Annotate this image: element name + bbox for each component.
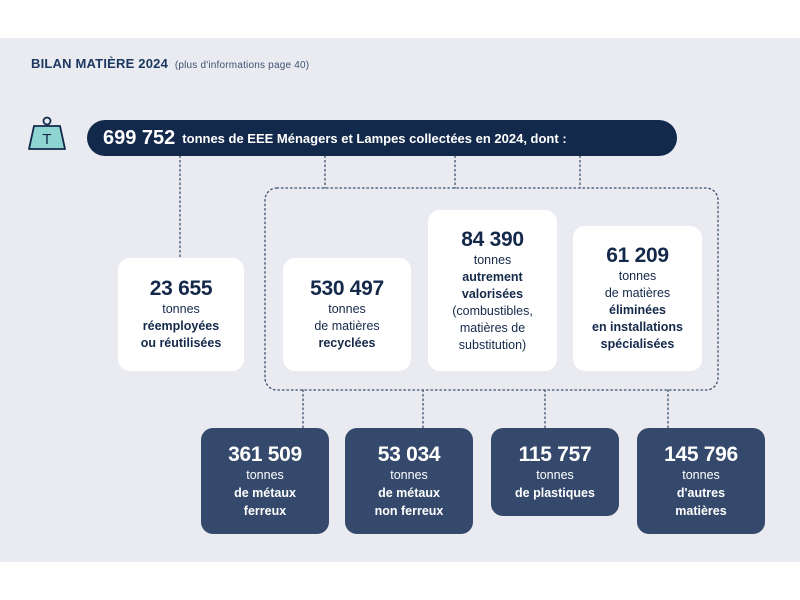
weight-icon: [27, 116, 67, 152]
title-note: (plus d'informations page 40): [174, 60, 310, 71]
card-unit: tonnes: [162, 302, 200, 316]
card-desc: valorisées: [461, 286, 524, 301]
card-desc: de métaux: [378, 485, 440, 500]
card-desc: de plastiques: [515, 485, 595, 500]
card-desc: en installations: [592, 320, 683, 334]
card-other-recovery: [428, 210, 557, 371]
card-unit: tonnes: [618, 269, 657, 283]
card-value: 361 509: [228, 442, 302, 466]
card-unit: de matières: [314, 319, 380, 333]
card-note: (combustibles,: [452, 303, 533, 318]
total-collected-pill: [87, 120, 677, 156]
card-nonferrous-metals: [345, 428, 473, 534]
card-reuse: [118, 258, 244, 371]
card-value: 84 390: [461, 227, 524, 251]
card-eliminated: [573, 226, 702, 371]
card-plastics: [491, 428, 619, 516]
card-unit: de matières: [604, 286, 671, 300]
card-desc: de métaux: [234, 485, 296, 500]
card-value: 145 796: [664, 442, 738, 466]
card-unit: tonnes: [246, 467, 284, 482]
card-value: 115 757: [518, 442, 592, 466]
card-unit: tonnes: [682, 467, 720, 482]
card-desc: ferreux: [243, 503, 287, 518]
title-main: BILAN MATIÈRE 2024: [31, 56, 168, 71]
card-value: 23 655: [149, 277, 213, 300]
card-unit: tonnes: [328, 302, 366, 316]
card-recycled: [283, 258, 411, 371]
card-other-materials: [637, 428, 765, 534]
card-value: 61 209: [606, 244, 669, 267]
card-desc: réemployées: [142, 319, 220, 333]
card-desc: spécialisées: [600, 337, 675, 351]
card-value: 530 497: [310, 277, 384, 300]
svg-text:T: T: [42, 131, 52, 148]
card-desc: ou réutilisées: [140, 336, 222, 350]
card-desc: non ferreux: [374, 503, 444, 518]
card-desc: autrement: [462, 269, 523, 284]
card-desc: éliminées: [609, 303, 666, 317]
card-note: substitution): [458, 337, 527, 352]
total-collected-value: 699 752: [103, 126, 176, 149]
card-desc: d'autres: [676, 485, 726, 500]
card-unit: tonnes: [473, 252, 512, 267]
card-note: matières de: [459, 320, 526, 335]
card-desc: recyclées: [318, 336, 376, 350]
card-value: 53 034: [377, 442, 441, 466]
card-unit: tonnes: [390, 467, 428, 482]
total-collected-label: tonnes de EEE Ménagers et Lampes collectées en 2024, dont :: [182, 130, 567, 146]
card-unit: tonnes: [536, 467, 574, 482]
card-desc: matières: [675, 503, 727, 518]
card-ferrous-metals: [201, 428, 329, 534]
